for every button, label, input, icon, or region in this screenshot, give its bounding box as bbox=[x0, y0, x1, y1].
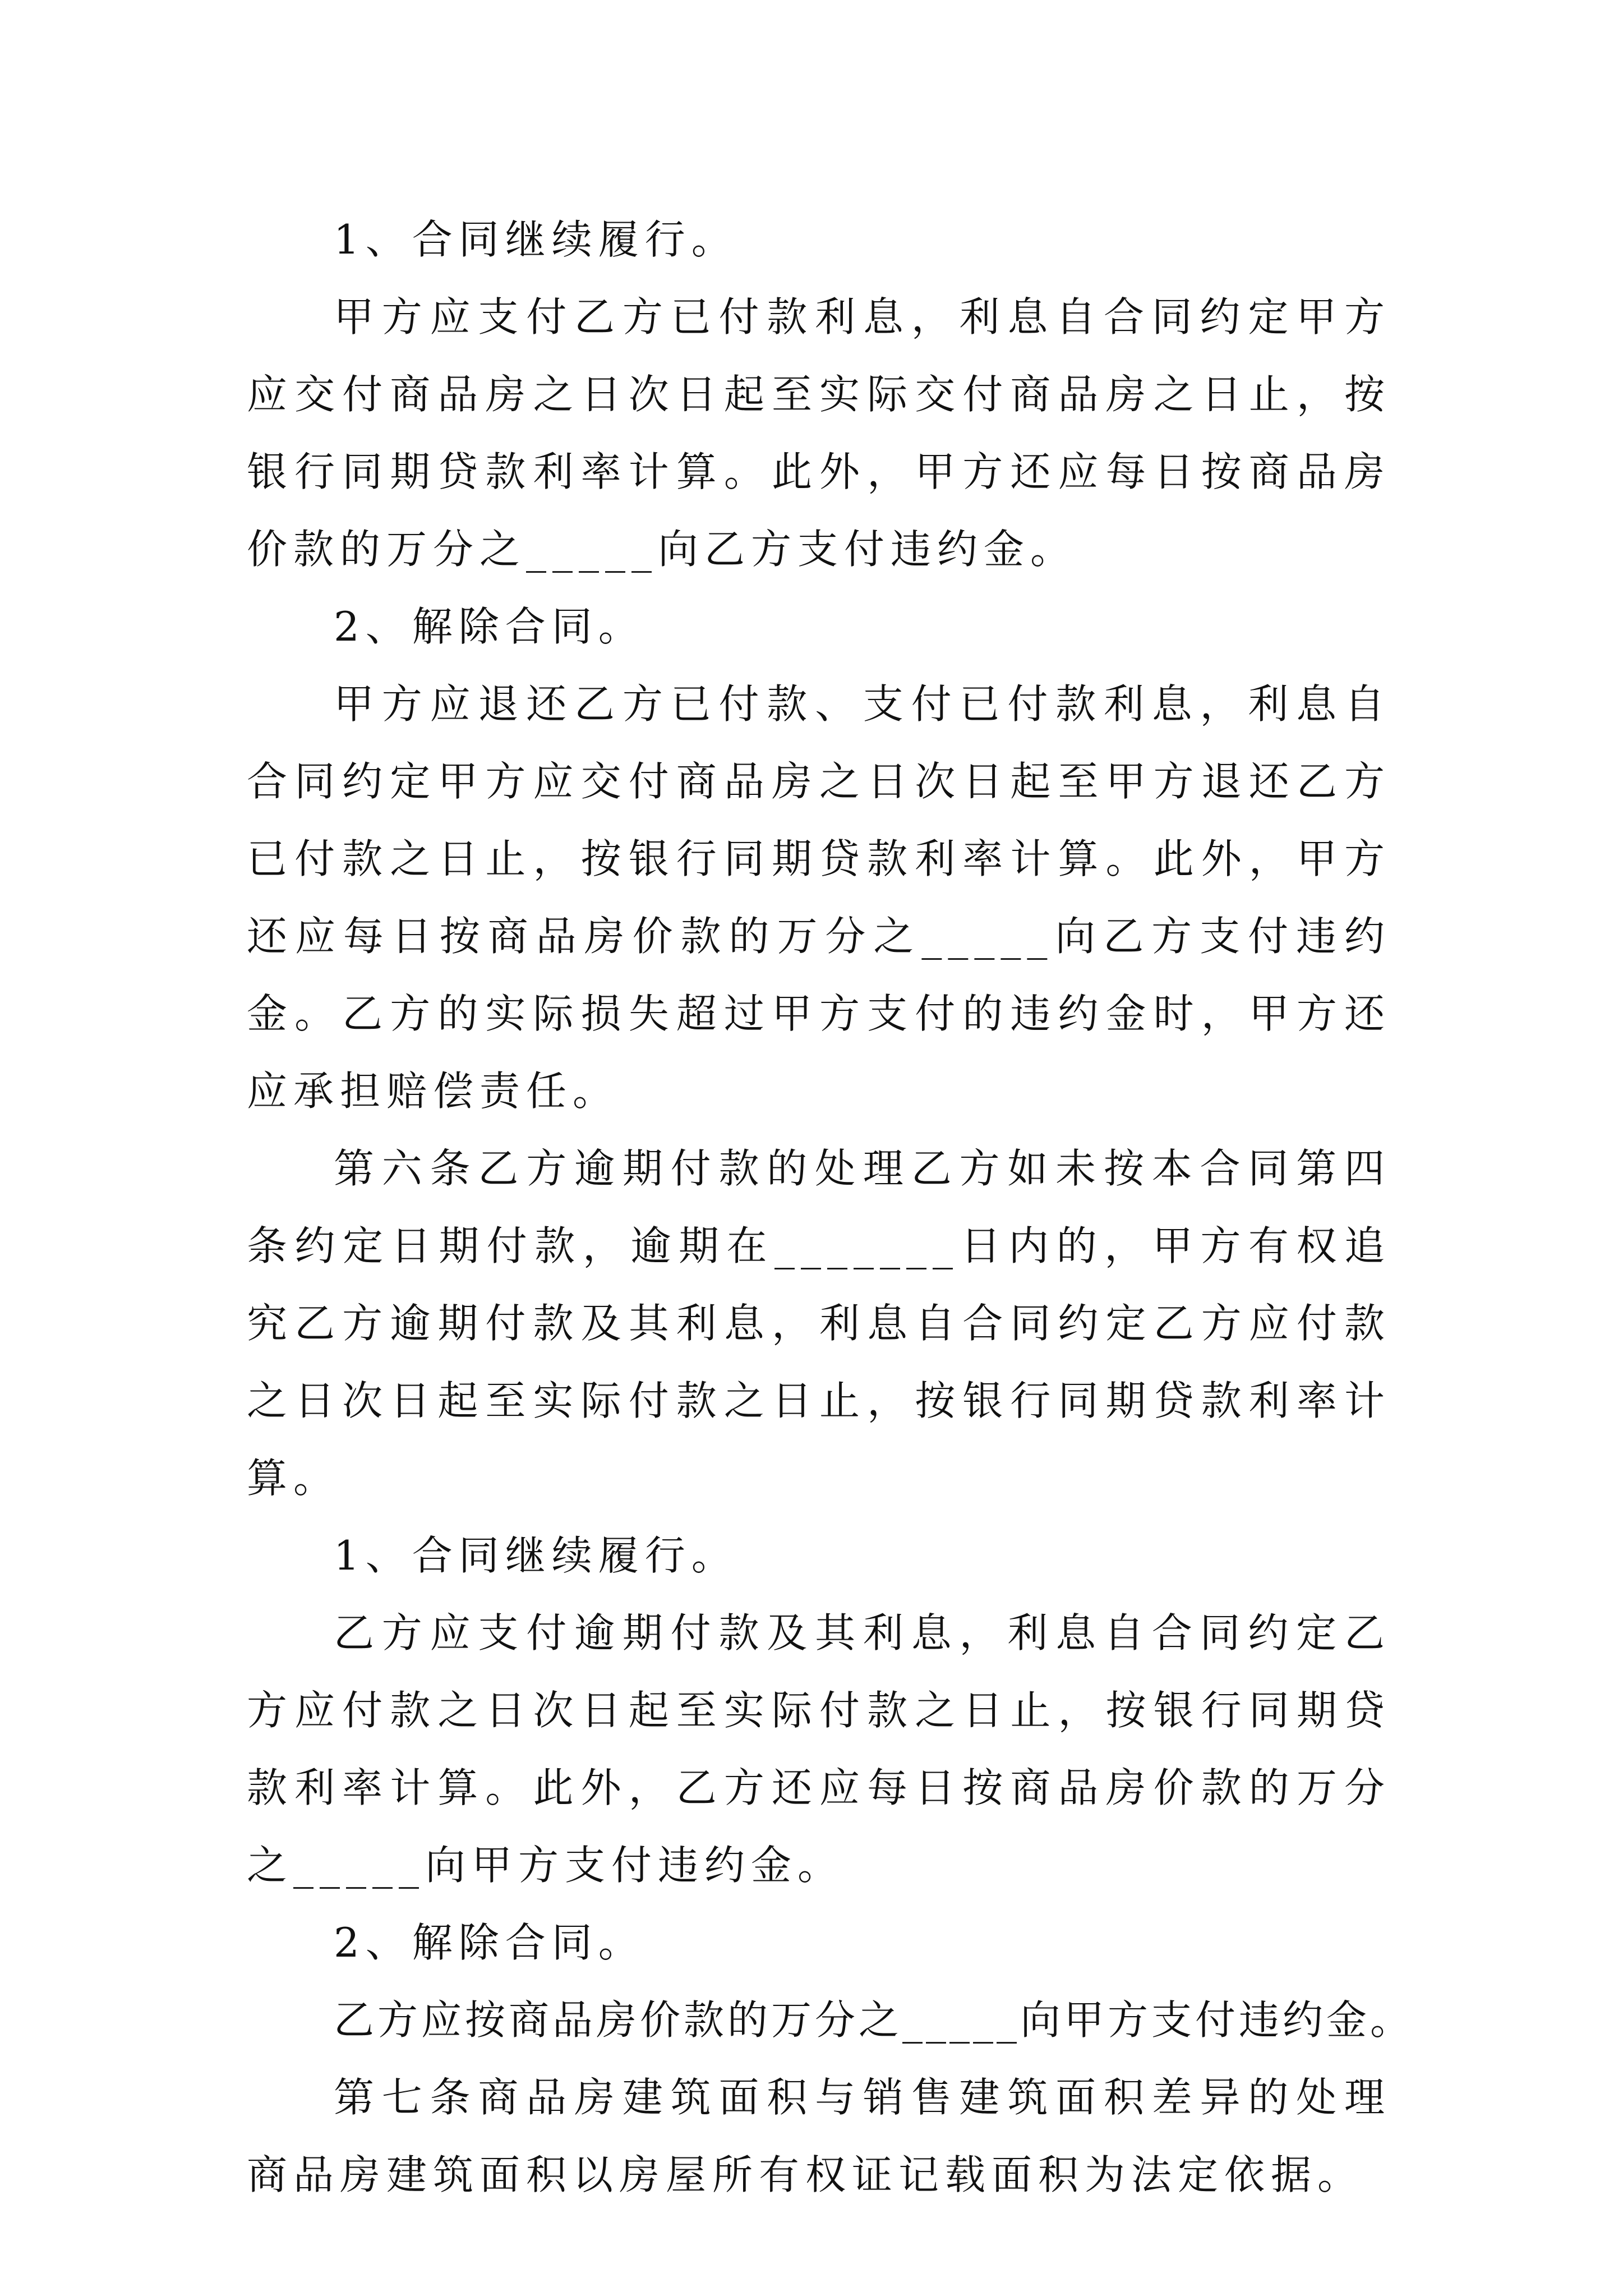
paragraph-seller-interest: 甲方应支付乙方已付款利息，利息自合同约定甲方应交付商品房之日次日起至实际交付商品房之日止，按银行同期贷款利率计算。此外，甲方还应每日按商品房价款的万分之_____向乙方支付违约金。 bbox=[247, 293, 1391, 573]
paragraph-article-7: 第七条商品房建筑面积与销售建筑面积差异的处理商品房建筑面积以房屋所有权证记载面积为法定依据。 bbox=[247, 2074, 1391, 2198]
paragraph-clause-1-continue-buyer: 1、合同继续履行。 bbox=[334, 1532, 738, 1579]
paragraph-seller-refund: 甲方应退还乙方已付款、支付已付款利息，利息自合同约定甲方应交付商品房之日次日起至甲方退还乙方已付款之日止，按银行同期贷款利率计算。此外，甲方还应每日按商品房价款的万分之_____向乙方支付违约金。乙方的实际损失超过甲方支付的违约金时，甲方还应承担赔偿责任。 bbox=[247, 680, 1391, 1115]
paragraph-article-6: 第六条乙方逾期付款的处理乙方如未按本合同第四条约定日期付款，逾期在_______日内的，甲方有权追究乙方逾期付款及其利息，利息自合同约定乙方应付款之日次日起至实际付款之日止，按银行同期贷款利率计算。 bbox=[247, 1145, 1391, 1502]
paragraph-clause-1-continue: 1、合同继续履行。 bbox=[334, 216, 738, 263]
paragraph-clause-2-terminate: 2、解除合同。 bbox=[334, 603, 645, 650]
paragraph-clause-2-terminate-buyer: 2、解除合同。 bbox=[334, 1919, 645, 1966]
paragraph-buyer-penalty: 乙方应按商品房价款的万分之_____向甲方支付违约金。 bbox=[334, 1996, 1414, 2044]
document-page bbox=[247, 201, 1414, 2214]
paragraph-buyer-interest: 乙方应支付逾期付款及其利息，利息自合同约定乙方应付款之日次日起至实际付款之日止，按银行同期贷款利率计算。此外，乙方还应每日按商品房价款的万分之_____向甲方支付违约金。 bbox=[247, 1609, 1391, 1889]
